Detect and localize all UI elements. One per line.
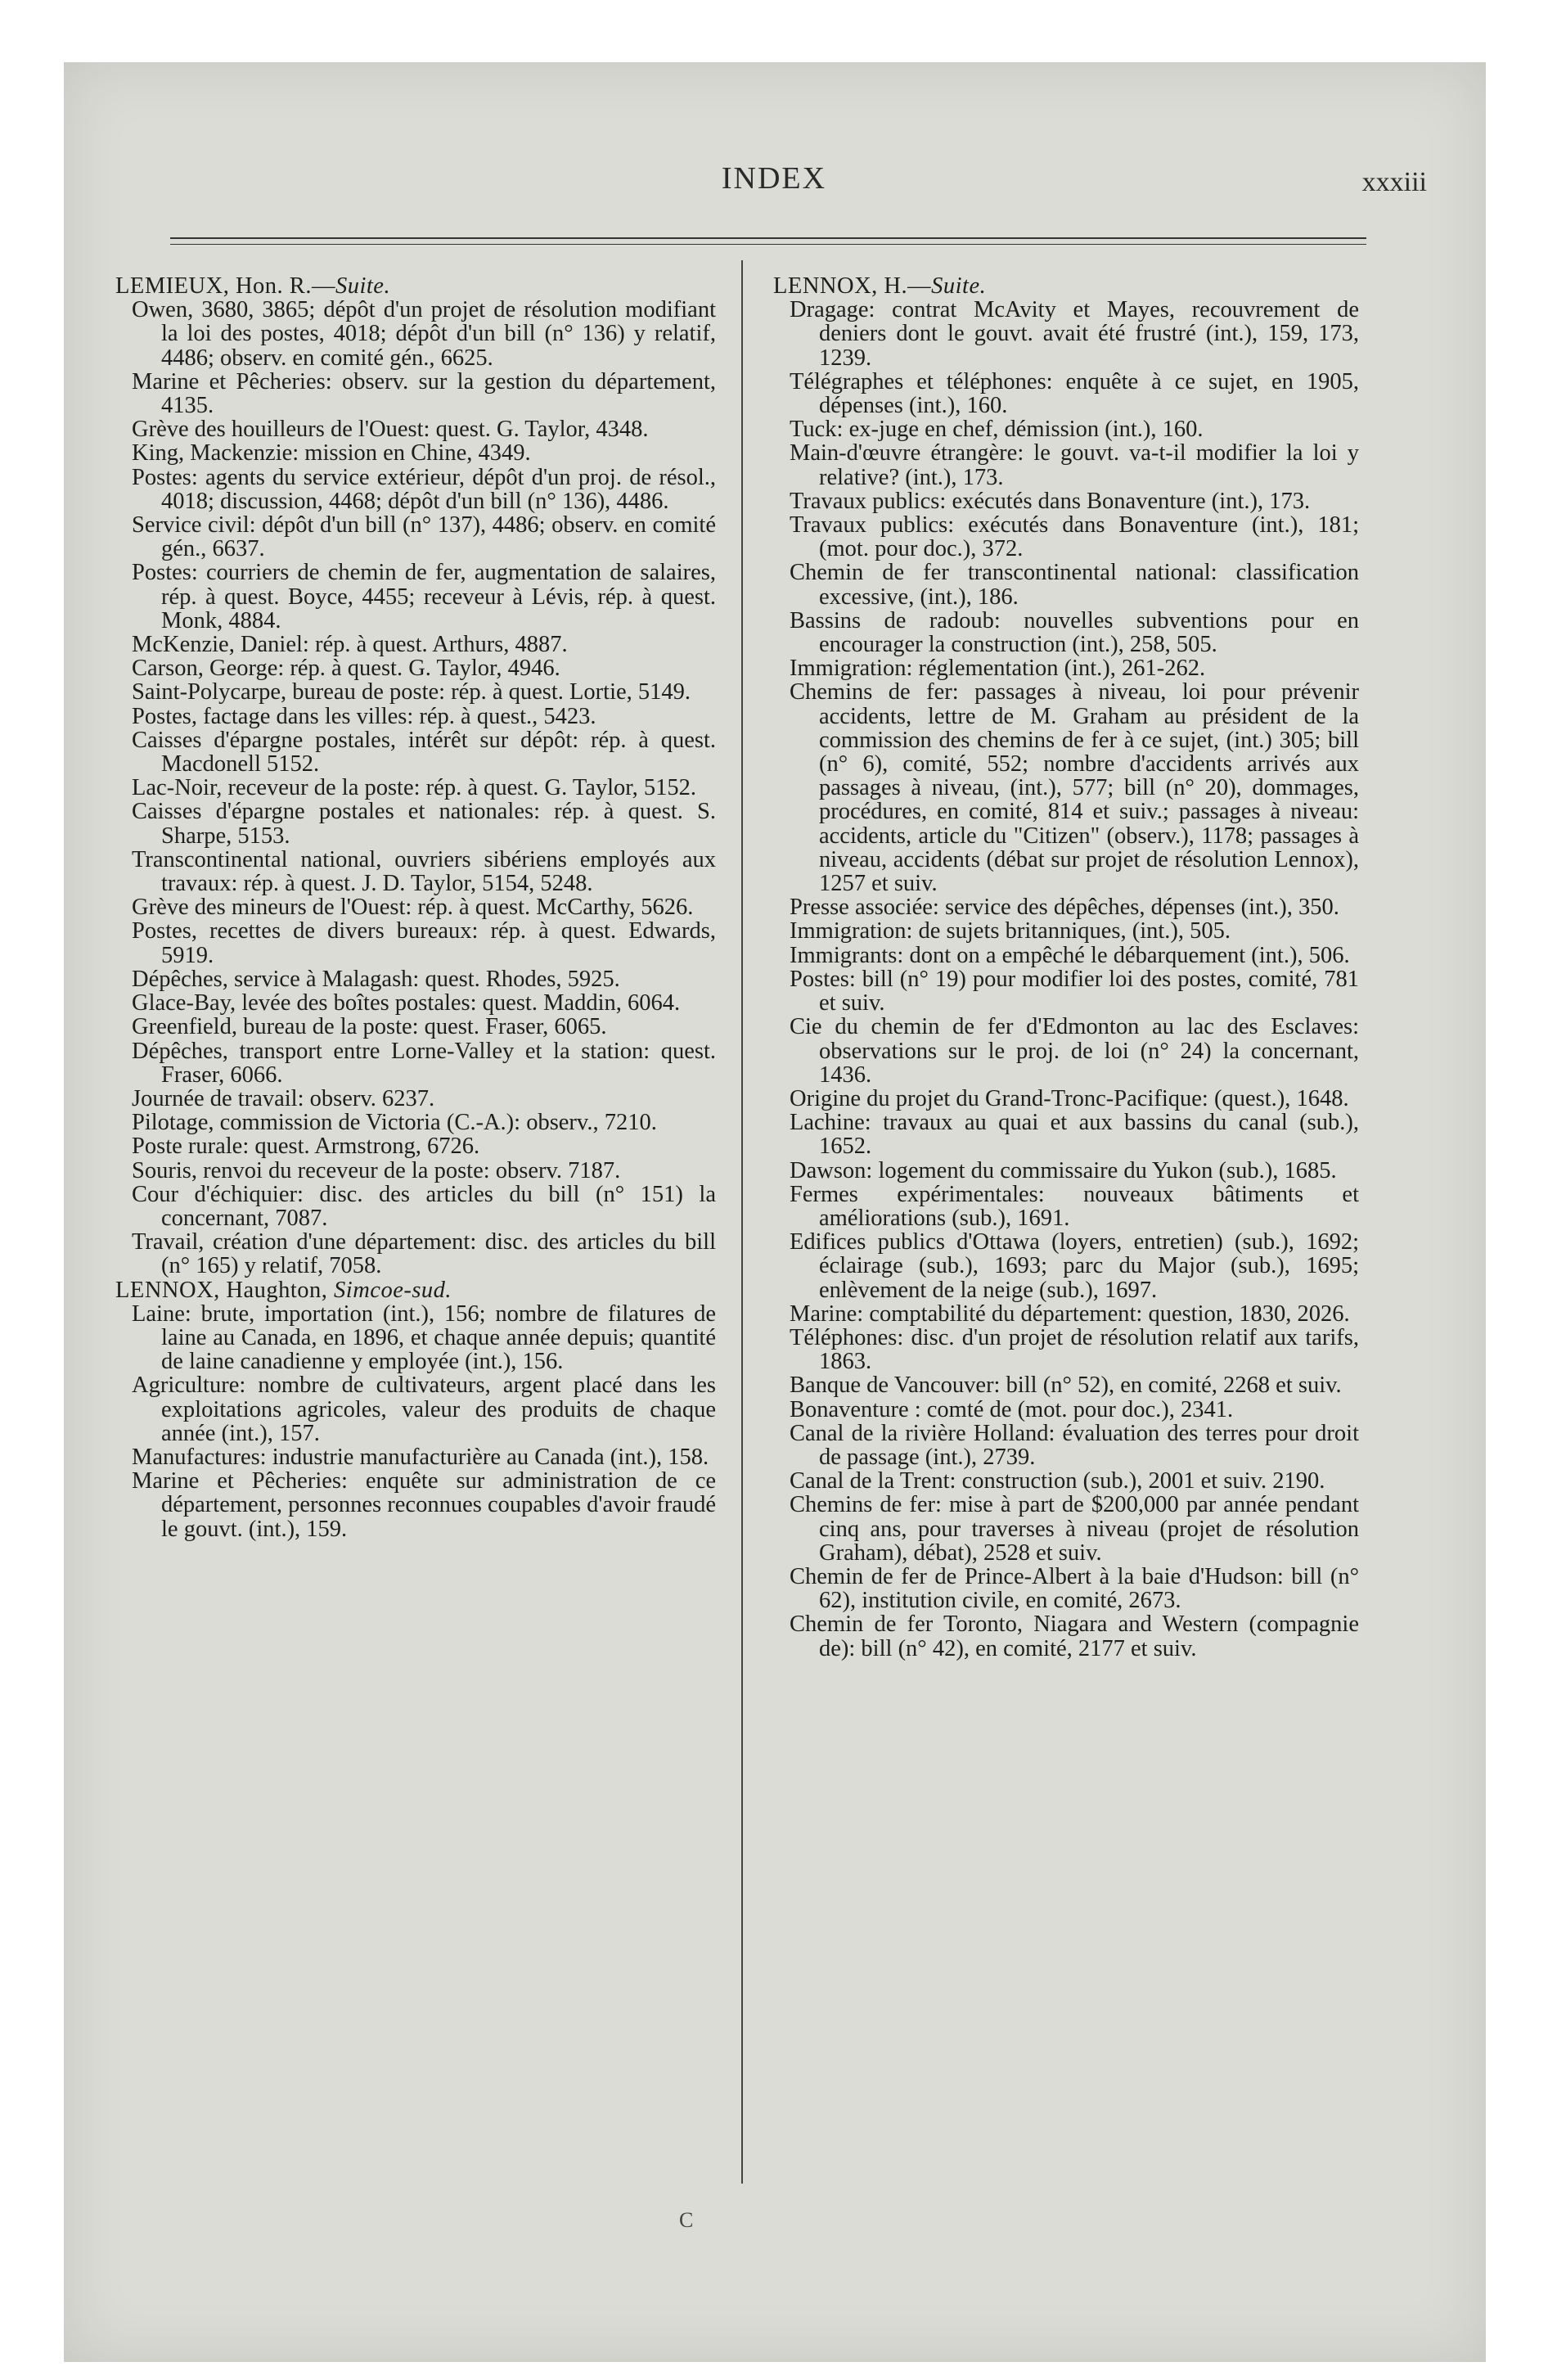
heading-subtitle: Simcoe-sud. xyxy=(334,1277,452,1303)
index-entry: Dragage: contrat McAvity et Mayes, recouvrement de deniers dont le gouvt. avait été frustré (int.), 159, 173, 1239. xyxy=(790,297,1359,371)
index-entry: Souris, renvoi du receveur de la poste: observ. 7187. xyxy=(132,1157,621,1183)
index-entry: Edifices publics d'Ottawa (loyers, entretien) (sub.), 1692; éclairage (sub.), 1693; parc du Major (sub.), 1695; enlèvement de la neige (sub.), 1697. xyxy=(790,1229,1359,1303)
index-entry: Cie du chemin de fer d'Edmonton au lac des Esclaves: observations sur le proj. de loi (n° 24) la concernant, 1436. xyxy=(790,1014,1359,1088)
heading-name: LEMIEUX, Hon. R.— xyxy=(115,273,335,299)
index-entry: Dawson: logement du commissaire du Yukon (sub.), 1685. xyxy=(790,1157,1337,1183)
index-entry: Immigrants: dont on a empêché le débarquement (int.), 506. xyxy=(790,942,1350,968)
index-entry: Travaux publics: exécutés dans Bonaventure (int.), 173. xyxy=(790,488,1311,514)
index-entry: Caisses d'épargne postales, intérêt sur dépôt: rép. à quest. Macdonell 5152. xyxy=(132,727,716,778)
index-entry: Banque de Vancouver: bill (n° 52), en comité, 2268 et suiv. xyxy=(790,1373,1342,1399)
index-entry: Postes: agents du service extérieur, dépôt d'un proj. de résol., 4018; discussion, 4468; dépôt d'un bill (n° 136), 4486. xyxy=(132,464,716,514)
index-entry: Marine et Pêcheries: observ. sur la gestion du département, 4135. xyxy=(132,368,716,419)
index-entry: Presse associée: service des dépêches, dépenses (int.), 350. xyxy=(790,895,1339,921)
index-entry: Journée de travail: observ. 6237. xyxy=(132,1085,435,1111)
index-entry: Tuck: ex-juge en chef, démission (int.), 160. xyxy=(790,417,1204,443)
index-entry: Chemins de fer: mise à part de $200,000 par année pendant cinq ans, pour traverses à niveau (projet de résolution Graham), débat), 2528 et suiv. xyxy=(790,1492,1359,1566)
right-column xyxy=(770,274,1359,1661)
index-entry: Marine et Pêcheries: enquête sur administration de ce département, personnes reconnues coupables d'avoir fraudé le gouvt. (int.), 159. xyxy=(132,1468,716,1542)
left-column xyxy=(112,274,716,1541)
page-title: INDEX xyxy=(721,161,827,196)
index-entry: Main-d'œuvre étrangère: le gouvt. va-t-il modifier la loi y relative? (int.), 173. xyxy=(790,440,1359,490)
index-heading xyxy=(770,274,1359,298)
signature-mark: C xyxy=(679,2208,694,2232)
index-entry: Télégraphes et téléphones: enquête à ce sujet, en 1905, dépenses (int.), 160. xyxy=(790,368,1359,419)
index-entry: Marine: comptabilité du département: question, 1830, 2026. xyxy=(790,1300,1350,1327)
index-entry: Téléphones: disc. d'un projet de résolution relatif aux tarifs, 1863. xyxy=(790,1324,1359,1375)
index-entry: Immigration: de sujets britanniques, (int.), 505. xyxy=(790,918,1231,944)
index-entry: Fermes expérimentales: nouveaux bâtiments et améliorations (sub.), 1691. xyxy=(790,1181,1359,1231)
index-entry: Postes, factage dans les villes: rép. à quest., 5423. xyxy=(132,703,596,729)
heading-subtitle: Suite. xyxy=(335,273,391,299)
index-entry: Grève des houilleurs de l'Ouest: quest. G. Taylor, 4348. xyxy=(132,417,649,443)
heading-name: LENNOX, Haughton, xyxy=(115,1277,335,1303)
index-entry: Dépêches, service à Malagash: quest. Rhodes, 5925. xyxy=(132,966,620,992)
index-entry: Lac-Noir, receveur de la poste: rép. à quest. G. Taylor, 5152. xyxy=(132,775,697,801)
index-entry: McKenzie, Daniel: rép. à quest. Arthurs, 4887. xyxy=(132,632,568,658)
index-entry: Bassins de radoub: nouvelles subventions pour en encourager la construction (int.), 258, 505. xyxy=(790,607,1359,658)
index-entry: Poste rurale: quest. Armstrong, 6726. xyxy=(132,1134,480,1160)
index-entry: Owen, 3680, 3865; dépôt d'un projet de résolution modifiant la loi des postes, 4018; dépôt d'un bill (n° 136) y relatif, 4486; observ. en comité gén., 6625. xyxy=(132,297,716,371)
index-entry: Greenfield, bureau de la poste: quest. Fraser, 6065. xyxy=(132,1014,607,1040)
index-entry: Laine: brute, importation (int.), 156; nombre de filatures de laine au Canada, en 1896, et chaque année depuis; quantité de laine canadienne y employée (int.), 156. xyxy=(132,1300,716,1375)
index-entry: Grève des mineurs de l'Ouest: rép. à quest. McCarthy, 5626. xyxy=(132,895,694,921)
heading-subtitle: Suite. xyxy=(931,273,987,299)
index-entry: Travail, création d'une département: disc. des articles du bill (n° 165) y relatif, 7058. xyxy=(132,1229,716,1279)
heading-name: LENNOX, H.— xyxy=(773,273,932,299)
index-entry: Caisses d'épargne postales et nationales: rép. à quest. S. Sharpe, 5153. xyxy=(132,799,716,849)
index-entry: Manufactures: industrie manufacturière au Canada (int.), 158. xyxy=(132,1444,709,1470)
page-number: xxxiii xyxy=(1361,167,1427,197)
index-entry: Postes: courriers de chemin de fer, augmentation de salaires, rép. à quest. Boyce, 4455; receveur à Lévis, rép. à quest. Monk, 4884. xyxy=(132,560,716,633)
index-entry: Saint-Polycarpe, bureau de poste: rép. à quest. Lortie, 5149. xyxy=(132,679,691,705)
index-entry: Postes, recettes de divers bureaux: rép. à quest. Edwards, 5919. xyxy=(132,918,716,968)
index-entry: Pilotage, commission de Victoria (C.-A.): observ., 7210. xyxy=(132,1110,657,1136)
index-entry: Chemin de fer de Prince-Albert à la baie d'Hudson: bill (n° 62), institution civile, en comité, 2673. xyxy=(790,1563,1359,1614)
index-entry: Canal de la Trent: construction (sub.), 2001 et suiv. 2190. xyxy=(790,1468,1325,1494)
index-entry: Service civil: dépôt d'un bill (n° 137), 4486; observ. en comité gén., 6637. xyxy=(132,512,716,562)
index-entry: Dépêches, transport entre Lorne-Valley et la station: quest. Fraser, 6066. xyxy=(132,1038,716,1088)
index-entry: Immigration: réglementation (int.), 261-262. xyxy=(790,656,1206,682)
index-entry: Origine du projet du Grand-Tronc-Pacifique: (quest.), 1648. xyxy=(790,1085,1349,1111)
index-entry: Chemin de fer transcontinental national: classification excessive, (int.), 186. xyxy=(790,560,1359,610)
header-rule-top xyxy=(170,237,1366,239)
index-entry: Carson, George: rép. à quest. G. Taylor, 4946. xyxy=(132,656,560,682)
index-entry: Glace-Bay, levée des boîtes postales: quest. Maddin, 6064. xyxy=(132,990,681,1016)
index-entry: Postes: bill (n° 19) pour modifier loi des postes, comité, 781 et suiv. xyxy=(790,966,1359,1016)
index-entry: Canal de la rivière Holland: évaluation des terres pour droit de passage (int.), 2739. xyxy=(790,1420,1359,1470)
column-divider xyxy=(741,260,743,2184)
index-entry: Chemin de fer Toronto, Niagara and Western (compagnie de): bill (n° 42), en comité, 2177 et suiv. xyxy=(790,1611,1359,1661)
header-rule-bottom xyxy=(170,244,1366,245)
index-entry: Travaux publics: exécutés dans Bonaventure (int.), 181; (mot. pour doc.), 372. xyxy=(790,512,1359,562)
index-entry: Bonaventure : comté de (mot. pour doc.), 2341. xyxy=(790,1396,1234,1422)
index-entry: Agriculture: nombre de cultivateurs, argent placé dans les exploitations agricoles, valeur des produits de chaque année (int.), 157. xyxy=(132,1373,716,1446)
index-entry: Transcontinental national, ouvriers sibériens employés aux travaux: rép. à quest. J. D. Taylor, 5154, 5248. xyxy=(132,846,716,897)
index-heading xyxy=(112,1278,716,1302)
index-entry: Lachine: travaux au quai et aux bassins du canal (sub.), 1652. xyxy=(790,1110,1359,1160)
index-entry: King, Mackenzie: mission en Chine, 4349. xyxy=(132,440,531,467)
index-entry: Chemins de fer: passages à niveau, loi pour prévenir accidents, lettre de M. Graham au président de la commission des chemins de fer à ce sujet, (int.) 305; bill (n° 6), comité, 552; nombre d'accidents arrivés aux passages à niveau, (int.), 577; bill (n° 20), dommages, procédures, en comité, 814 et suiv.; passages à niveau: accidents, article du "Citizen" (observ.), 1178; passages à niveau, accidents (débat sur projet de résolution Lennox), 1257 et suiv. xyxy=(790,679,1359,897)
index-heading xyxy=(112,274,716,298)
index-entry: Cour d'échiquier: disc. des articles du bill (n° 151) la concernant, 7087. xyxy=(132,1181,716,1231)
